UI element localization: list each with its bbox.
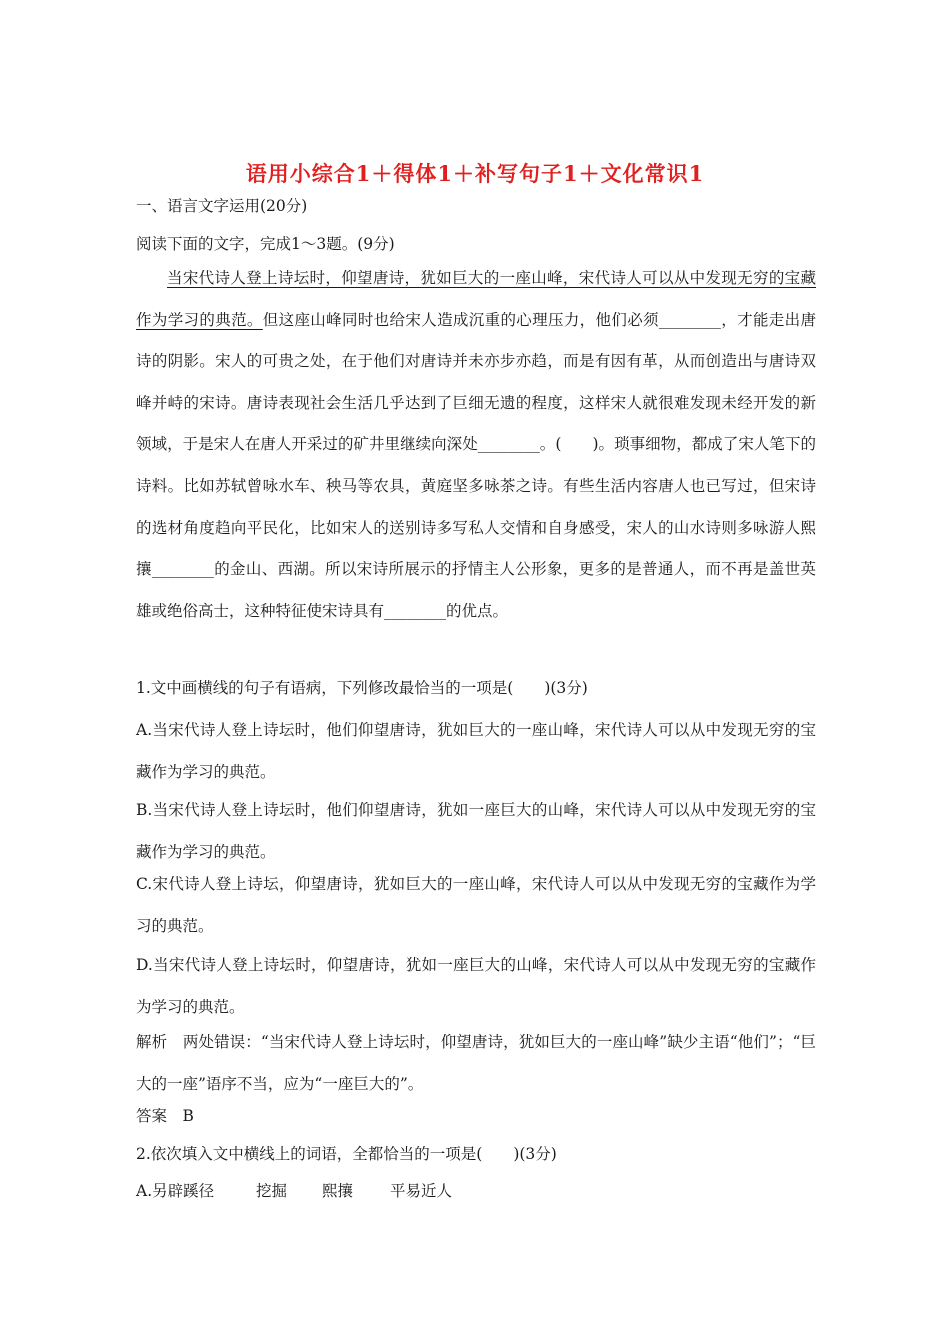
question-1-option-d: D.当宋代诗人登上诗坛时，仰望唐诗，犹如一座巨大的山峰，宋代诗人可以从中发现无穷的宝藏作为学习的典范。	[136, 956, 816, 1016]
underlined-sentence: 当宋代诗人登上诗坛时，仰望唐诗，犹如巨大的一座山峰，宋代诗人可以从中发现无穷的宝藏作为学习的典范。	[136, 269, 816, 329]
question-1-option-a: A.当宋代诗人登上诗坛时，他们仰望唐诗，犹如巨大的一座山峰，宋代诗人可以从中发现无穷的宝藏作为学习的典范。	[136, 721, 816, 781]
reading-instruction: 阅读下面的文字，完成1～3题。(9分)	[136, 235, 395, 253]
question-2-option-a	[136, 1179, 452, 1201]
section-heading: 一、语言文字运用(20分)	[136, 197, 308, 215]
question-1-answer: 答案 B	[136, 1107, 194, 1125]
question-2-stem: 2.依次填入文中横线上的词语，全都恰当的一项是( )(3分)	[136, 1145, 557, 1163]
question-1-stem: 1.文中画横线的句子有语病，下列修改最恰当的一项是( )(3分)	[136, 679, 588, 697]
question-1-option-b: B.当宋代诗人登上诗坛时，他们仰望唐诗，犹如一座巨大的山峰，宋代诗人可以从中发现无穷的宝藏作为学习的典范。	[136, 801, 816, 861]
reading-passage	[136, 258, 816, 632]
option-a-word-2: 挖掘	[256, 1182, 288, 1200]
option-a-word-4: 平易近人	[390, 1182, 453, 1200]
option-a-word-1: A.另辟蹊径	[136, 1182, 215, 1200]
question-1-analysis: 解析 两处错误：“当宋代诗人登上诗坛时，仰望唐诗，犹如巨大的一座山峰”缺少主语“他们”；“巨大的一座”语序不当，应为“一座巨大的”。	[136, 1033, 816, 1093]
question-1-option-c: C.宋代诗人登上诗坛，仰望唐诗，犹如巨大的一座山峰，宋代诗人可以从中发现无穷的宝藏作为学习的典范。	[136, 875, 816, 935]
passage-text: 但这座山峰同时也给宋人造成沉重的心理压力，他们必须________，才能走出唐诗的阴影。宋人的可贵之处，在于他们对唐诗并未亦步亦趋，而是有因有革，从而创造出与唐诗双峰并峙的宋诗。唐诗表现社会生活几乎达到了巨细无遗的程度，这样宋人就很难发现未经开发的新领域，于是宋人在唐人开采过的矿井里继续向深处________。( )。琐事细物，都成了宋人笔下的诗料。比如苏轼曾咏水车、秧马等农具，黄庭坚多咏茶之诗。有些生活内容唐人也已写过，但宋诗的选材角度趋向平民化，比如宋人的送别诗多写私人交情和自身感受，宋人的山水诗则多咏游人熙攘________的金山、西湖。所以宋诗所展示的抒情主人公形象，更多的是普通人，而不再是盖世英雄或绝俗高士，这种特征使宋诗具有________的优点。	[136, 310, 816, 620]
page-title: 语用小综合1＋得体1＋补写句子1＋文化常识1	[245, 161, 705, 186]
option-a-word-3: 熙攘	[322, 1182, 354, 1200]
